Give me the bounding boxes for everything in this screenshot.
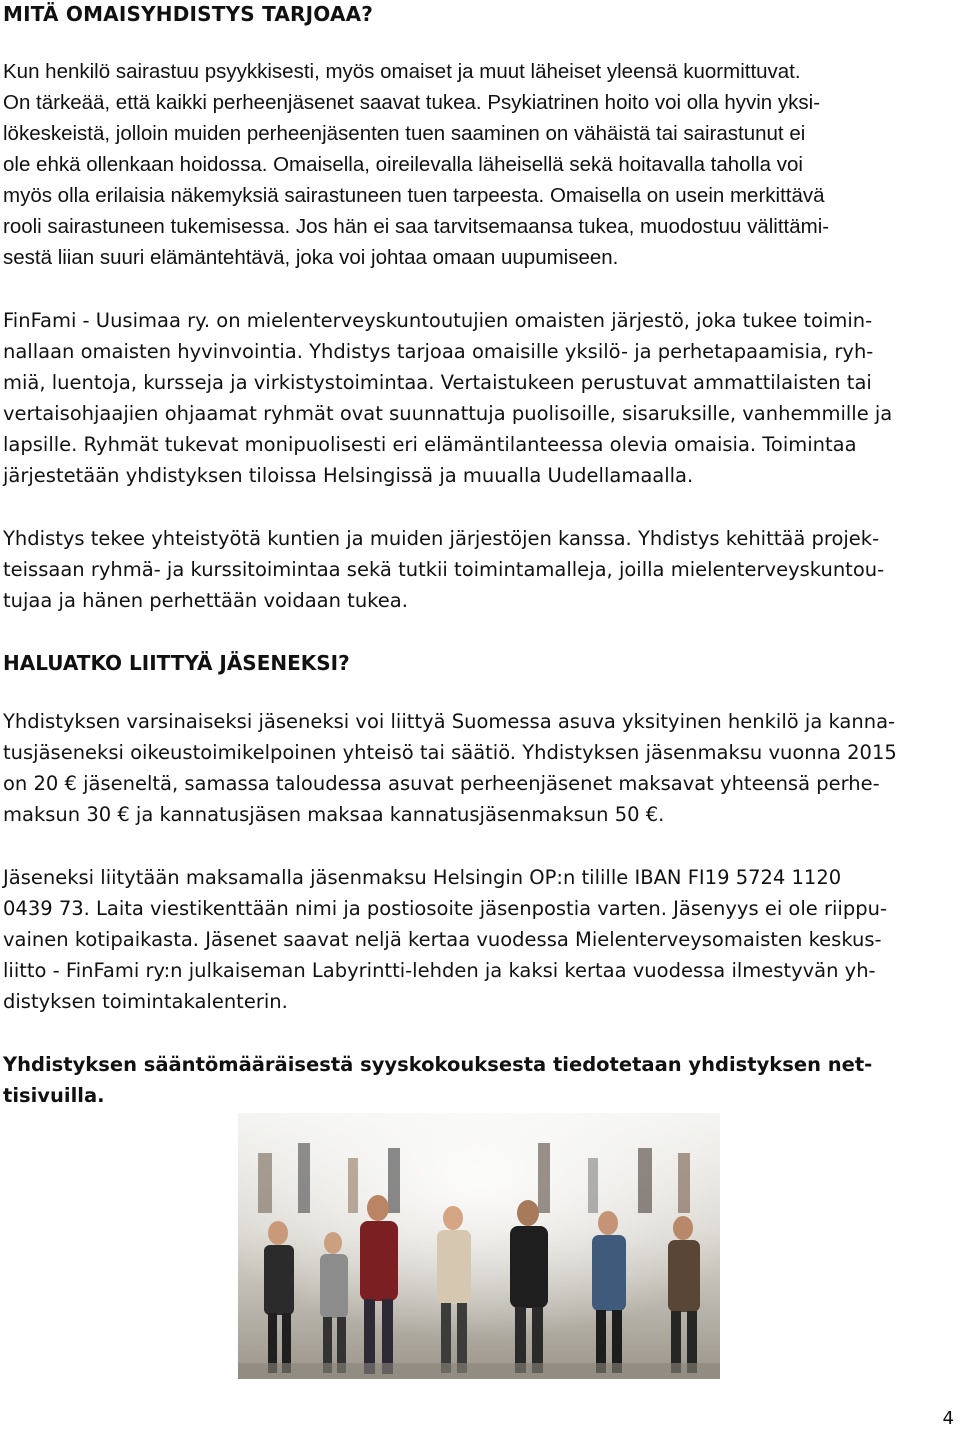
text-line: rooli sairastuneen tukemisessa. Jos hän ei saa tarvitsemaansa tukea, muodostuu välittämi-: [3, 215, 830, 238]
text-line: teissaan ryhmä- ja kurssitoimintaa sekä tutkii toimintamalleja, joilla mielenterveyskuntou-: [3, 558, 885, 581]
page-number: 4: [942, 1408, 954, 1429]
text-line: miä, luentoja, kursseja ja virkistystoimintaa. Vertaistukeen perustuvat ammattilaisten tai: [3, 371, 872, 394]
text-line: tujaa ja hänen perhettään voidaan tukea.: [3, 589, 408, 612]
text-line: FinFami - Uusimaa ry. on mielenterveyskuntoutujien omaisten järjestö, joka tukee toimin-: [3, 309, 873, 332]
text-line: järjestetään yhdistyksen tiloissa Helsingissä ja muualla Uudellamaalla.: [3, 464, 694, 487]
text-line: ole ehkä ollenkaan hoidossa. Omaisella, oireilevalla läheisellä sekä hoitavalla taholla voi: [3, 153, 803, 176]
crowd-photo-image: [238, 1113, 720, 1379]
text-line: maksun 30 € ja kannatusjäsen maksaa kannatusjäsenmaksun 50 €.: [3, 803, 665, 826]
text-line: Yhdistyksen varsinaiseksi jäseneksi voi liittyä Suomessa asuva yksityinen henkilö ja kanna-: [3, 710, 896, 733]
text-line: Yhdistys tekee yhteistyötä kuntien ja muiden järjestöjen kanssa. Yhdistys kehittää projek-: [3, 527, 880, 550]
paragraph-membership: [3, 706, 897, 830]
heading-join-member: HALUATKO LIITTYÄ JÄSENEKSI?: [3, 651, 350, 675]
text-line: nallaan omaisten hyvinvointia. Yhdistys tarjoaa omaisille yksilö- ja perhetapaamisia, ryh-: [3, 340, 874, 363]
text-line: Jäseneksi liitytään maksamalla jäsenmaksu Helsingin OP:n tilille IBAN FI19 5724 1120: [3, 866, 842, 889]
text-line: sestä liian suuri elämäntehtävä, joka voi johtaa omaan uupumiseen.: [3, 246, 619, 269]
paragraph-finfami: [3, 305, 892, 491]
text-line: on 20 € jäseneltä, samassa taloudessa asuvat perheenjäsenet maksavat yhteensä perhe-: [3, 772, 880, 795]
text-line: distyksen toimintakalenterin.: [3, 990, 288, 1013]
text-line: On tärkeää, että kaikki perheenjäsenet saavat tukea. Psykiatrinen hoito voi olla hyvin yksi-: [3, 91, 821, 114]
paragraph-intro: [3, 56, 829, 273]
text-line: tisivuilla.: [3, 1084, 105, 1107]
text-line: lökeskeistä, jolloin muiden perheenjäsenten tuen saaminen on vähäistä tai sairastunut ei: [3, 122, 806, 145]
paragraph-cooperation: [3, 523, 884, 616]
text-line: liitto - FinFami ry:n julkaiseman Labyrintti-lehden ja kaksi kertaa vuodessa ilmestyvän yh-: [3, 959, 876, 982]
paragraph-autumn-meeting: [3, 1049, 872, 1111]
text-line: myös olla erilaisia näkemyksiä sairastuneen tuen tarpeesta. Omaisella on usein merkittävä: [3, 184, 825, 207]
paragraph-payment: [3, 862, 887, 1017]
heading-what-offers: MITÄ OMAISYHDISTYS TARJOAA?: [3, 2, 374, 26]
text-line: Kun henkilö sairastuu psyykkisesti, myös omaiset ja muut läheiset yleensä kuormittuvat.: [3, 60, 801, 83]
text-line: tusjäseneksi oikeustoimikelpoinen yhteisö tai säätiö. Yhdistyksen jäsenmaksu vuonna 2015: [3, 741, 897, 764]
text-line: vainen kotipaikasta. Jäsenet saavat neljä kertaa vuodessa Mielenterveysomaisten keskus-: [3, 928, 882, 951]
text-line: 0439 73. Laita viestikenttään nimi ja postiosoite jäsenpostia varten. Jäsenyys ei ole riippu-: [3, 897, 887, 920]
crowd-photo: [238, 1113, 720, 1379]
text-line: lapsille. Ryhmät tukevat monipuolisesti eri elämäntilanteessa olevia omaisia. Toimintaa: [3, 433, 857, 456]
text-line: Yhdistyksen sääntömääräisestä syyskokouksesta tiedotetaan yhdistyksen net-: [3, 1053, 873, 1076]
text-line: vertaisohjaajien ohjaamat ryhmät ovat suunnattuja puolisoille, sisaruksille, vanhemmille ja: [3, 402, 893, 425]
